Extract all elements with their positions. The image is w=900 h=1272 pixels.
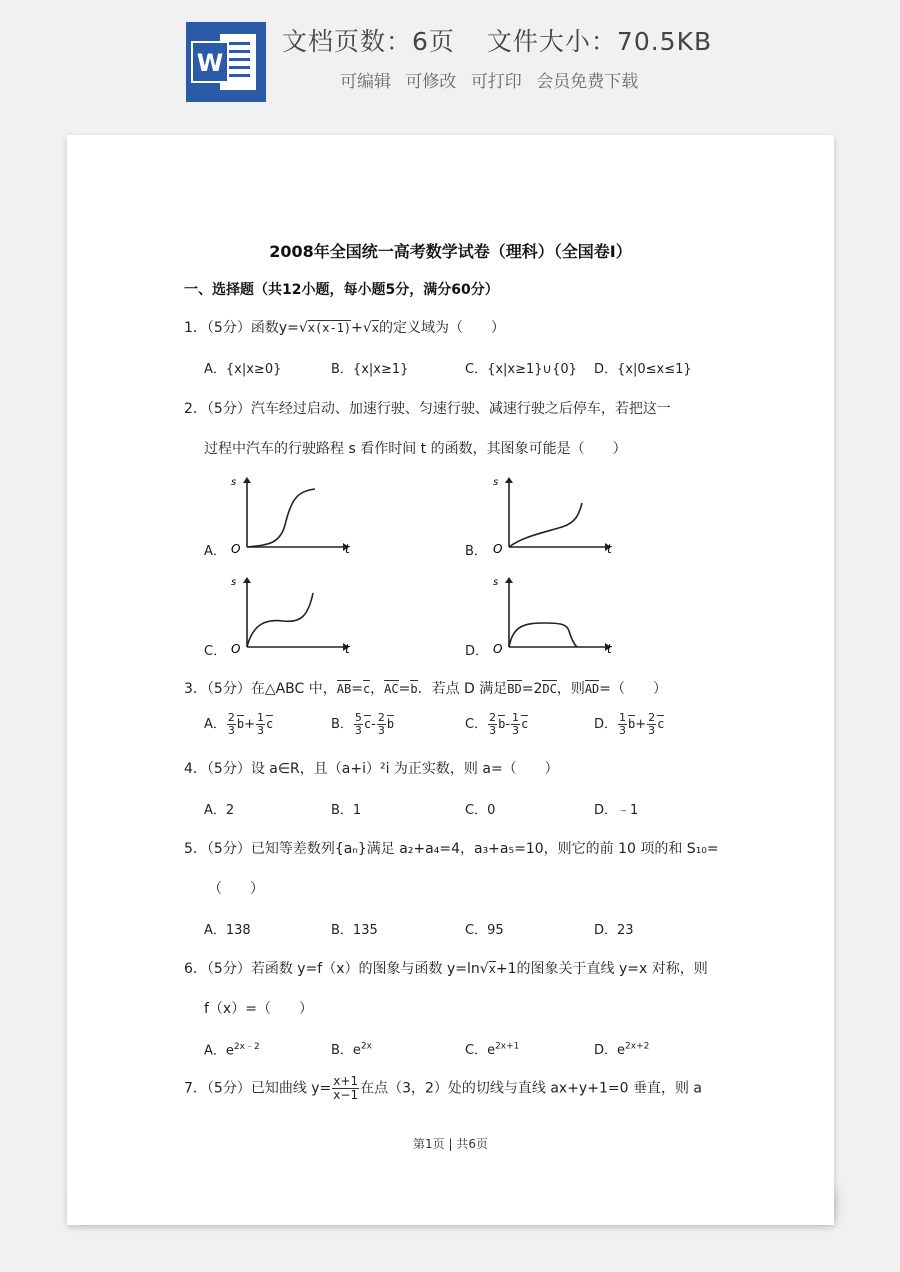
svg-text:t: t [607, 542, 612, 555]
q3-option-b: B． $\frac{5}{3}$ c- $\frac{2}{3}$ b [331, 711, 395, 737]
file-size: 文件大小：70.5KB [486, 27, 713, 56]
q2-label-a: A． [204, 544, 226, 559]
graph-d [487, 575, 617, 655]
sqrt-sign: √ [298, 320, 308, 336]
q2-label-c: C． [204, 644, 227, 659]
q1-option-c: C．{x|x≥1}∪{0} [465, 362, 577, 377]
q4-option-d: D．﹣1 [594, 803, 639, 818]
q4-option-c: C．0 [465, 803, 496, 818]
question-1: 1．（5分）函数y=√x(x-1)+√x的定义域为（ ） [184, 320, 506, 336]
question-4: 4．（5分）设 a∈R，且（a+i）²i 为正实数，则 a=（ ） [184, 761, 559, 777]
svg-text:t: t [607, 642, 612, 655]
q3-option-c: C． $\frac{2}{3}$ b- $\frac{1}{3}$ c [465, 711, 529, 737]
page-footer: 第1页 | 共6页 [413, 1137, 488, 1151]
q6-option-b: B．$e^{2x}$ [331, 1041, 372, 1058]
question-7: 7．（5分）已知曲线 y= $\frac{x+1}{x-1}$ 在点（3，2）处的切线与直线 ax+y+1=0 垂直，则 a [184, 1074, 702, 1102]
page-count: 文档页数：6页 [282, 27, 455, 56]
q3-option-a: A． $\frac{2}{3}$ b+ $\frac{1}{3}$ c [204, 711, 274, 737]
svg-text:O: O [493, 542, 503, 555]
q5-option-b: B．135 [331, 923, 378, 938]
svg-text:O: O [231, 542, 241, 555]
q2-label-d: D． [465, 644, 489, 659]
sqrt-sign: √ [362, 320, 372, 336]
question-5-line-1: 5．（5分）已知等差数列{aₙ}满足 a₂+a₄=4，a₃+a₅=10，则它的前 10 项的和 S₁₀= [184, 841, 719, 857]
svg-text:O: O [231, 642, 241, 655]
feature-editable: 可编辑 [340, 72, 391, 92]
q1-option-a: A．{x|x≥0} [204, 362, 282, 377]
q4-option-b: B．1 [331, 803, 362, 818]
document-info [282, 22, 744, 58]
q5-option-c: C．95 [465, 923, 504, 938]
svg-text:W: W [196, 49, 224, 77]
q5-option-a: A．138 [204, 923, 251, 938]
section-heading: 一、选择题（共12小题，每小题5分，满分60分） [184, 282, 499, 298]
question-2-line-1: 2．（5分）汽车经过启动、加速行驶、匀速行驶、减速行驶之后停车，若把这一 [184, 401, 671, 417]
page-title: 2008年全国统一高考数学试卷（理科）（全国卷Ⅰ） [269, 242, 632, 261]
question-3: 3．（5分）在△ABC 中，AB=c，AC=b．若点 D 满足BD=2DC，则AD=（ ） [184, 681, 668, 697]
svg-text:s: s [231, 477, 237, 488]
svg-text:O: O [493, 642, 503, 655]
sqrt-sign: √ [479, 961, 489, 977]
q2-label-b: B． [465, 544, 487, 559]
feature-list [340, 67, 647, 92]
svg-text:s: s [493, 577, 499, 588]
graph-b [487, 475, 617, 555]
word-document-icon [186, 22, 266, 102]
feature-modifiable: 可修改 [405, 72, 457, 92]
feature-printable: 可打印 [470, 72, 522, 92]
q6-option-c: C．$e^{2x+1}$ [465, 1041, 520, 1058]
svg-text:s: s [231, 577, 237, 588]
svg-text:s: s [493, 477, 499, 488]
document-page [67, 135, 834, 1225]
q4-option-a: A．2 [204, 803, 235, 818]
q3-option-d: D． $\frac{1}{3}$ b+ $\frac{2}{3}$ c [594, 711, 665, 737]
question-5-line-2: （ ） [208, 881, 264, 897]
svg-text:t: t [345, 542, 350, 555]
q1-option-b: B．{x|x≥1} [331, 362, 409, 377]
question-2-line-2: 过程中汽车的行驶路程 s 看作时间 t 的函数，其图象可能是（ ） [204, 441, 627, 457]
graph-a [225, 475, 355, 555]
svg-text:t: t [345, 642, 350, 655]
q6-option-d: D．$e^{2x+2}$ [594, 1041, 650, 1058]
graph-c [225, 575, 355, 655]
q6-option-a: A．$e^{2x﹣2}$ [204, 1042, 260, 1059]
question-6-line-1: 6．（5分）若函数 y=f（x）的图象与函数 y=ln√x+1的图象关于直线 y=x 对称，则 [184, 961, 708, 977]
download-header [0, 0, 900, 120]
question-6-line-2: f（x）=（ ） [204, 1001, 313, 1017]
feature-member-download: 会员免费下载 [536, 72, 639, 92]
q5-option-d: D．23 [594, 923, 634, 938]
q1-option-d: D．{x|0≤x≤1} [594, 362, 692, 377]
